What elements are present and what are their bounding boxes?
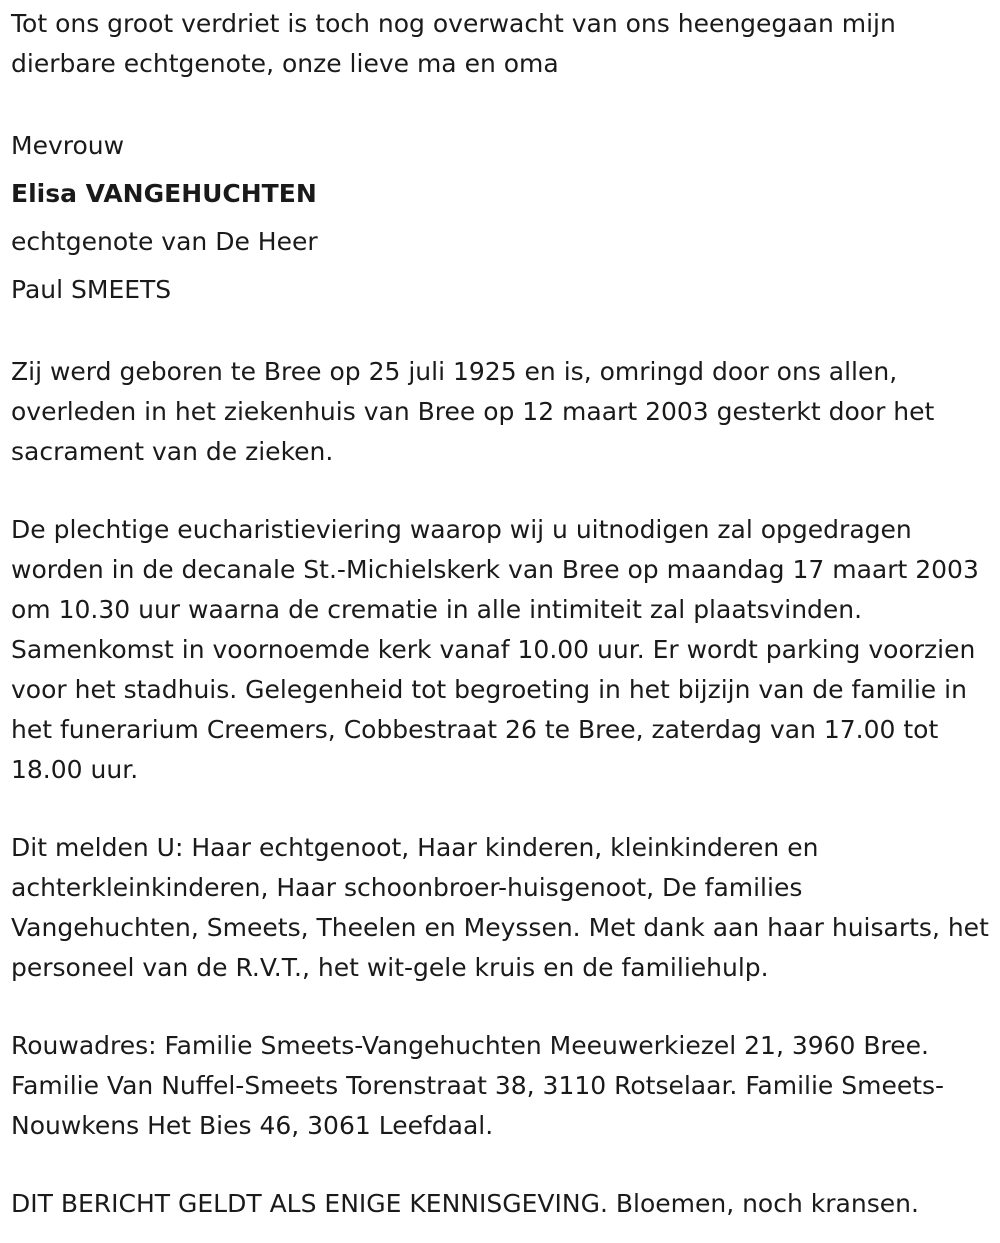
spacer [11, 790, 996, 828]
spouse-name: Paul SMEETS [11, 275, 172, 304]
spacer [11, 1146, 996, 1184]
deceased-name: Elisa VANGEHUCHTEN [11, 179, 317, 208]
notice-line: DIT BERICHT GELDT ALS ENIGE KENNISGEVING. Bloemen, noch kransen. [11, 1189, 919, 1218]
birth-death-paragraph: Zij werd geboren te Bree op 25 juli 1925 en is, omringd door ons allen, overleden in het ziekenhuis van Bree op 12 maart 2003 gesterkt door het sacrament van de zieken. [11, 357, 935, 466]
intro-paragraph: Tot ons groot verdriet is toch nog overwacht van ons heengegaan mijn dierbare echtgenote, onze lieve ma en oma [11, 9, 896, 78]
spouse-line: echtgenote van De Heer [11, 227, 318, 256]
mourning-address-paragraph: Rouwadres: Familie Smeets-Vangehuchten Meeuwerkiezel 21, 3960 Bree. Familie Van Nuffel-Smeets Torenstraat 38, 3110 Rotselaar. Familie Smeets-Nouwkens Het Bies 46, 3061 Leefdaal. [11, 1031, 945, 1140]
spacer [11, 472, 996, 510]
spacer [11, 988, 996, 1026]
ceremony-paragraph: De plechtige eucharistieviering waarop wij u uitnodigen zal opgedragen worden in de decanale St.-Michielskerk van Bree op maandag 17 maart 2003 om 10.30 uur waarna de crematie in alle intimiteit zal plaatsvinden. Samenkomst in voornoemde kerk vanaf 10.00 uur. Er wordt parking voorzien voor het stadhuis. Gelegenheid tot begroeting in het bijzijn van de familie in het funerarium Creemers, Cobbestraat 26 te Bree, zaterdag van 17.00 tot 18.00 uur. [11, 515, 979, 784]
obituary-document [11, 4, 996, 1224]
spacer [11, 314, 996, 352]
title-line: Mevrouw [11, 131, 125, 160]
spacer [11, 84, 996, 122]
announced-by-paragraph: Dit melden U: Haar echtgenoot, Haar kinderen, kleinkinderen en achterkleinkinderen, Haar schoonbroer-huisgenoot, De families Vangehuchten, Smeets, Theelen en Meyssen. Met dank aan haar huisarts, het personeel van de R.V.T., het wit-gele kruis en de familiehulp. [11, 833, 989, 982]
